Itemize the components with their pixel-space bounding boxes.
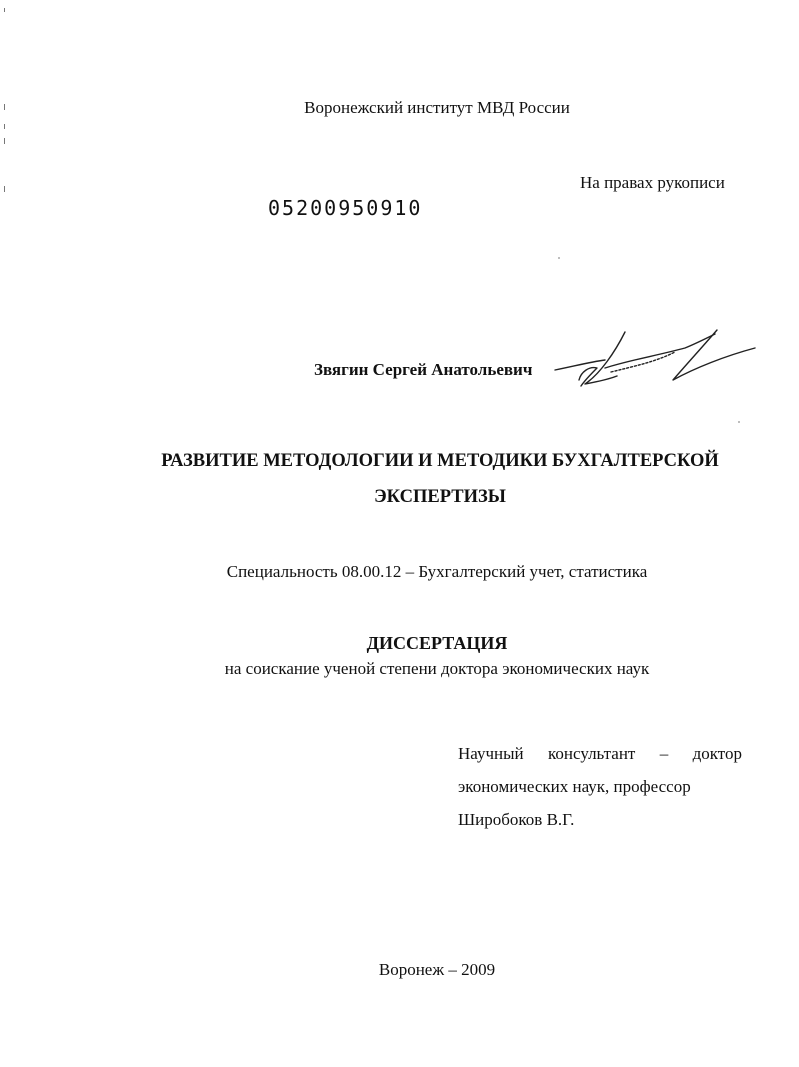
- title-line-2: ЭКСПЕРТИЗЫ: [374, 487, 506, 507]
- consultant-credentials: экономических наук, профессор: [458, 777, 691, 796]
- work-type-heading: ДИССЕРТАЦИЯ: [366, 633, 508, 653]
- title-line-1: РАЗВИТИЕ МЕТОДОЛОГИИ И МЕТОДИКИ БУХГАЛТЕРСКОЙ: [161, 451, 719, 471]
- place-and-year: Воронеж – 2009: [378, 960, 496, 979]
- scan-margin-mark: [4, 186, 5, 192]
- scan-margin-mark: [4, 138, 5, 144]
- registration-number: 05200950910: [268, 196, 423, 220]
- consultant-role-line: [458, 737, 742, 770]
- dissertation-title: [140, 443, 740, 515]
- consultant-name: Широбоков В.Г.: [458, 810, 575, 829]
- consultant-role-word: консультант: [548, 744, 636, 763]
- author-name: Звягин Сергей Анатольевич: [314, 360, 533, 379]
- consultant-role-dash: –: [659, 744, 669, 763]
- institute-name: Воронежский институт МВД России: [304, 98, 570, 117]
- scan-speck: [738, 421, 740, 423]
- specialty-line: Специальность 08.00.12 – Бухгалтерский учет, статистика: [226, 562, 648, 581]
- scan-margin-mark: [4, 8, 5, 12]
- manuscript-rights-note: На правах рукописи: [580, 173, 725, 192]
- scan-margin-mark: [4, 124, 5, 129]
- degree-line: на соискание ученой степени доктора экономических наук: [224, 659, 650, 678]
- consultant-role-word: доктор: [692, 744, 742, 763]
- scan-speck: [558, 257, 560, 259]
- handwritten-signature: [545, 322, 765, 402]
- consultant-role-word: Научный: [458, 744, 524, 763]
- scientific-consultant-block: [458, 737, 742, 836]
